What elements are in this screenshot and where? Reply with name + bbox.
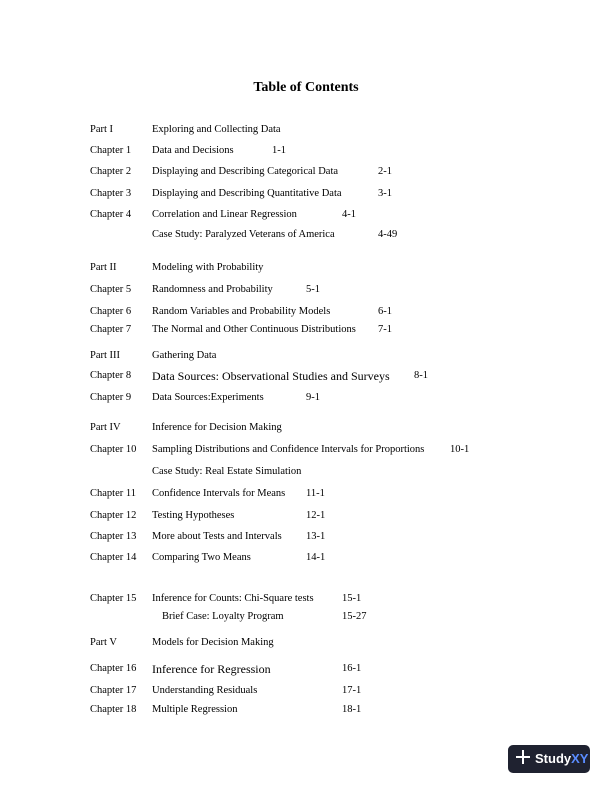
- toc-title: Confidence Intervals for Means: [152, 488, 286, 499]
- toc-row-chapter-10: [0, 444, 612, 460]
- toc-row-chapter-3: [0, 188, 612, 204]
- toc-row-chapter-9: [0, 392, 612, 408]
- toc-title: Inference for Regression: [152, 662, 271, 676]
- toc-row-case-study: [0, 466, 612, 482]
- toc-label: Chapter 1: [90, 145, 132, 156]
- toc-label: Part IV: [90, 422, 121, 433]
- toc-row-chapter-5: [0, 284, 612, 300]
- toc-label: Chapter 12: [90, 510, 137, 521]
- toc-page: 5-1: [306, 284, 320, 295]
- toc-page: 8-1: [414, 370, 428, 381]
- toc-row-chapter-17: [0, 685, 612, 701]
- toc-title: Comparing Two Means: [152, 552, 251, 563]
- toc-label: Part V: [90, 637, 117, 648]
- toc-row-chapter-16: [0, 663, 612, 679]
- toc-page: 2-1: [378, 166, 392, 177]
- toc-page: 4-1: [342, 209, 356, 220]
- toc-row-chapter-11: [0, 488, 612, 504]
- toc-page: 3-1: [378, 188, 392, 199]
- toc-title: Sampling Distributions and Confidence Intervals for Proportions: [152, 444, 425, 455]
- page-title: Table of Contents: [253, 80, 359, 95]
- toc-row-chapter-14: [0, 552, 612, 568]
- plus-icon: [516, 750, 530, 764]
- toc-title: Models for Decision Making: [152, 637, 274, 648]
- toc-label: Chapter 18: [90, 704, 137, 715]
- toc-label: Part I: [90, 124, 114, 135]
- toc-title: Understanding Residuals: [152, 685, 258, 696]
- toc-label: Chapter 3: [90, 188, 132, 199]
- toc-label: Chapter 16: [90, 663, 137, 674]
- toc-page: 4-49: [378, 229, 398, 240]
- toc-row-chapter-18: [0, 704, 612, 720]
- toc-label: Chapter 11: [90, 488, 136, 499]
- toc-title: Randomness and Probability: [152, 284, 273, 295]
- toc-title: Brief Case: Loyalty Program: [162, 611, 284, 622]
- toc-page: 6-1: [378, 306, 392, 317]
- toc-title: Modeling with Probability: [152, 262, 264, 273]
- toc-title: Case Study: Paralyzed Veterans of America: [152, 229, 335, 240]
- toc-page: 1-1: [272, 145, 286, 156]
- toc-title: Gathering Data: [152, 350, 217, 361]
- toc-row-chapter-13: [0, 531, 612, 547]
- toc-row-part-4: [0, 422, 612, 438]
- toc-row-part-2: [0, 262, 612, 278]
- toc-row-part-3: [0, 350, 612, 366]
- toc-title: Inference for Decision Making: [152, 422, 282, 433]
- toc-row-part-1: [0, 124, 612, 140]
- toc-row-brief-case: [0, 611, 612, 627]
- toc-row-chapter-1: [0, 145, 612, 161]
- toc-label: Part II: [90, 262, 117, 273]
- toc-title: Correlation and Linear Regression: [152, 209, 297, 220]
- toc-label: Chapter 14: [90, 552, 137, 563]
- toc-row-chapter-12: [0, 510, 612, 526]
- toc-page: 16-1: [342, 663, 362, 674]
- toc-label: Chapter 6: [90, 306, 132, 317]
- toc-label: Chapter 9: [90, 392, 132, 403]
- toc-title: Random Variables and Probability Models: [152, 306, 331, 317]
- studyxy-logo[interactable]: [508, 745, 590, 773]
- toc-title: Displaying and Describing Quantitative Data: [152, 188, 342, 199]
- logo-text: StudyXY: [535, 751, 589, 766]
- toc-title: Data Sources: Observational Studies and Surveys: [152, 369, 390, 383]
- toc-page: 15-27: [342, 611, 367, 622]
- toc-label: Chapter 13: [90, 531, 137, 542]
- toc-page: 12-1: [306, 510, 326, 521]
- toc-title: Displaying and Describing Categorical Data: [152, 166, 339, 177]
- toc-label: Chapter 17: [90, 685, 137, 696]
- toc-row-part-5: [0, 637, 612, 653]
- toc-label: Part III: [90, 350, 121, 361]
- toc-page: 11-1: [306, 488, 325, 499]
- toc-label: Chapter 15: [90, 593, 137, 604]
- toc-page: 17-1: [342, 685, 362, 696]
- toc-row-chapter-7: [0, 324, 612, 340]
- toc-label: Chapter 5: [90, 284, 132, 295]
- toc-label: Chapter 4: [90, 209, 132, 220]
- toc-row-case-study: [0, 229, 612, 245]
- toc-title: Testing Hypotheses: [152, 510, 235, 521]
- toc-row-chapter-4: [0, 209, 612, 225]
- toc-page: 9-1: [306, 392, 320, 403]
- toc-label: Chapter 10: [90, 444, 137, 455]
- toc-row-chapter-8: [0, 370, 612, 386]
- toc-page: 13-1: [306, 531, 326, 542]
- toc-title: Data Sources:Experiments: [152, 392, 264, 403]
- toc-title: More about Tests and Intervals: [152, 531, 282, 542]
- toc-row-chapter-15: [0, 593, 612, 609]
- toc-title: Multiple Regression: [152, 704, 238, 715]
- toc-label: Chapter 8: [90, 370, 132, 381]
- toc-title: Inference for Counts: Chi-Square tests: [152, 593, 314, 604]
- toc-page: 15-1: [342, 593, 362, 604]
- toc-title: Case Study: Real Estate Simulation: [152, 466, 302, 477]
- toc-label: Chapter 7: [90, 324, 132, 335]
- toc-row-chapter-2: [0, 166, 612, 182]
- toc-row-chapter-6: [0, 306, 612, 322]
- toc-page: 14-1: [306, 552, 326, 563]
- toc-page: 7-1: [378, 324, 392, 335]
- toc-page: 18-1: [342, 704, 362, 715]
- toc-title: The Normal and Other Continuous Distributions: [152, 324, 356, 335]
- toc-title: Data and Decisions: [152, 145, 234, 156]
- toc-page: 10-1: [450, 444, 470, 455]
- toc-title: Exploring and Collecting Data: [152, 124, 281, 135]
- toc-label: Chapter 2: [90, 166, 132, 177]
